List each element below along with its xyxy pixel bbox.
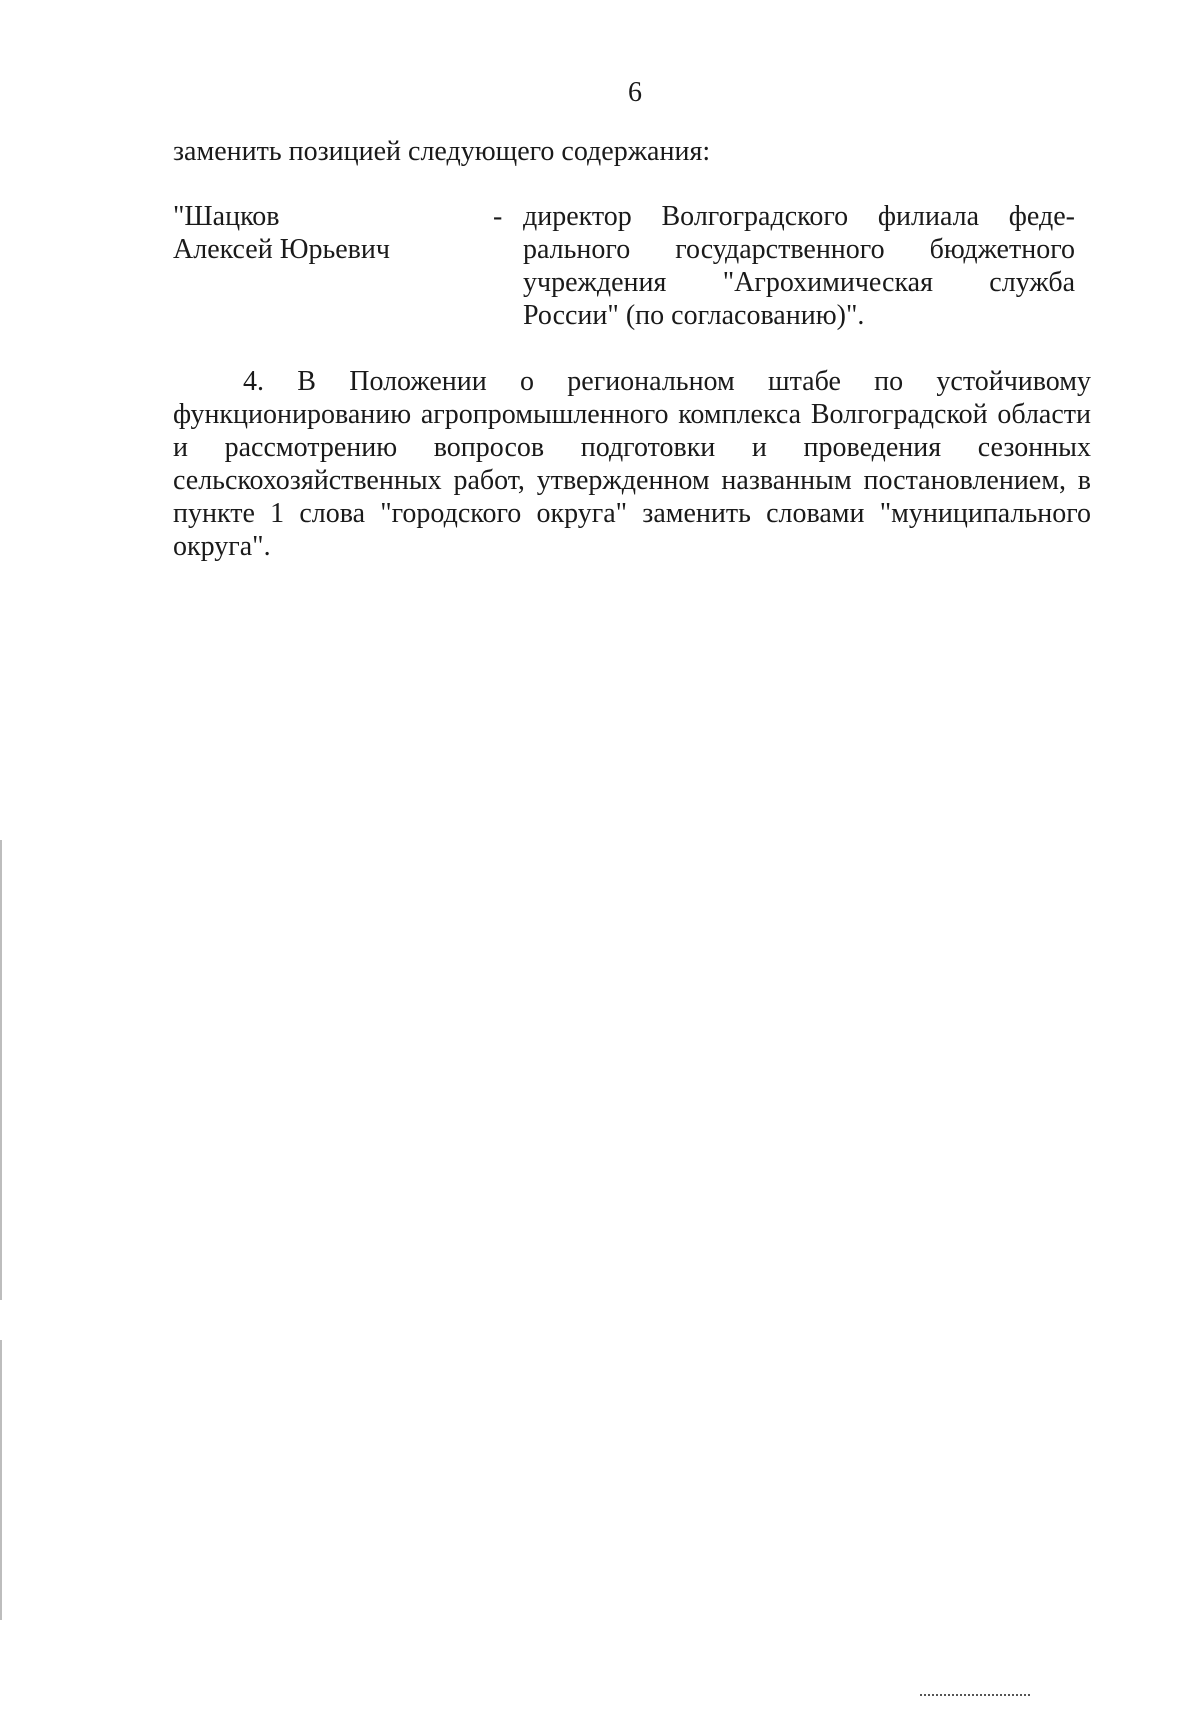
paragraph-4: 4. В Положении о региональном штабе по устойчивому функционированию агропромышленного комплекса Волгоградской области и рассмотрению вопросов подготовки и проведения сезонных сельскохозяйственных работ, утвержденном названным постановлением, в пункте 1 слова "городского округа" заменить словами "муниципального округа". [173, 366, 1091, 562]
intro-text: заменить позицией следующего содержания: [173, 136, 711, 167]
entry-given-names: Алексей Юрьевич [173, 234, 390, 265]
entry-surname: "Шацков [173, 201, 280, 232]
scan-artifact [920, 1694, 1030, 1698]
scan-edge-mark [0, 1340, 2, 1620]
page-number: 6 [628, 77, 642, 108]
scan-edge-mark [0, 840, 2, 1300]
entry-name [173, 200, 473, 266]
entry-description: директор Волгоградского филиала феде-ральнoго государственного бюджетного учреждения "Агрохимическая служба России" (по согласованию)". [523, 201, 1075, 331]
entry-dash: - [493, 201, 503, 232]
